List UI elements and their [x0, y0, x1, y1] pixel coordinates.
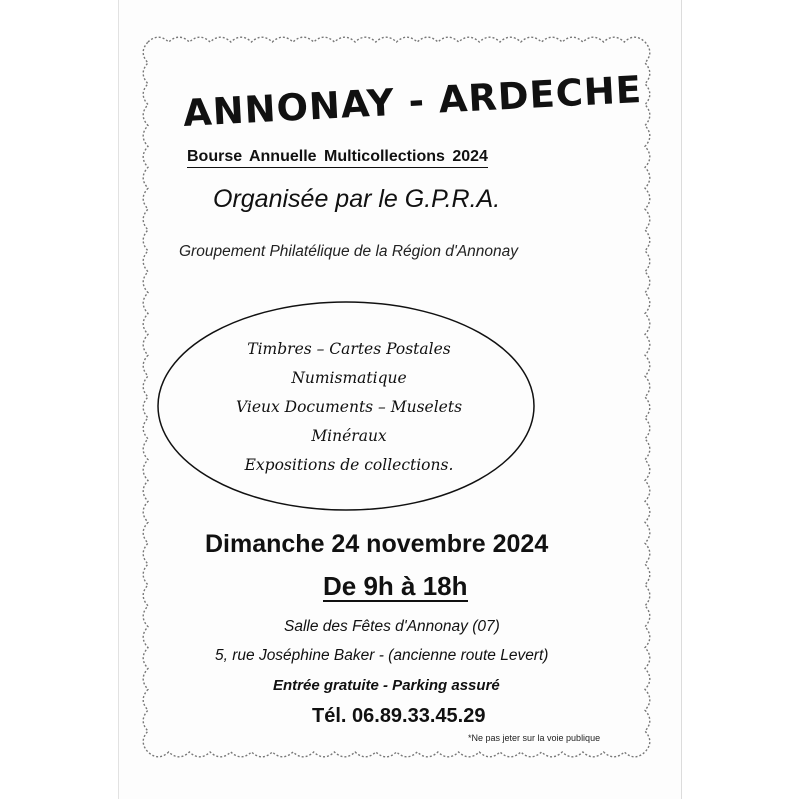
venue-name: Salle des Fêtes d'Annonay (07) [284, 618, 500, 635]
poster-title: ANNONAY - ARDECHE [182, 67, 644, 135]
entry-info: Entrée gratuite - Parking assuré [273, 677, 500, 694]
item-numismatics: Numismatique [291, 369, 407, 387]
item-old-documents: Vieux Documents – Muselets [235, 398, 463, 416]
phone-number: Tél. 06.89.33.45.29 [312, 705, 486, 727]
organizer-line: Organisée par le G.P.R.A. [213, 185, 501, 213]
venue-address: 5, rue Joséphine Baker - (ancienne route Levert) [215, 647, 549, 664]
item-exhibitions: Expositions de collections. [244, 456, 454, 474]
group-name: Groupement Philatélique de la Région d'Annonay [179, 243, 519, 260]
footnote: *Ne pas jeter sur la voie publique [468, 733, 601, 743]
event-hours: De 9h à 18h [323, 571, 468, 601]
item-minerals: Minéraux [311, 427, 387, 445]
item-stamps-postcards: Timbres – Cartes Postales [247, 340, 451, 358]
event-date: Dimanche 24 novembre 2024 [205, 530, 549, 558]
event-subtitle: Bourse Annuelle Multicollections 2024 [187, 148, 488, 168]
